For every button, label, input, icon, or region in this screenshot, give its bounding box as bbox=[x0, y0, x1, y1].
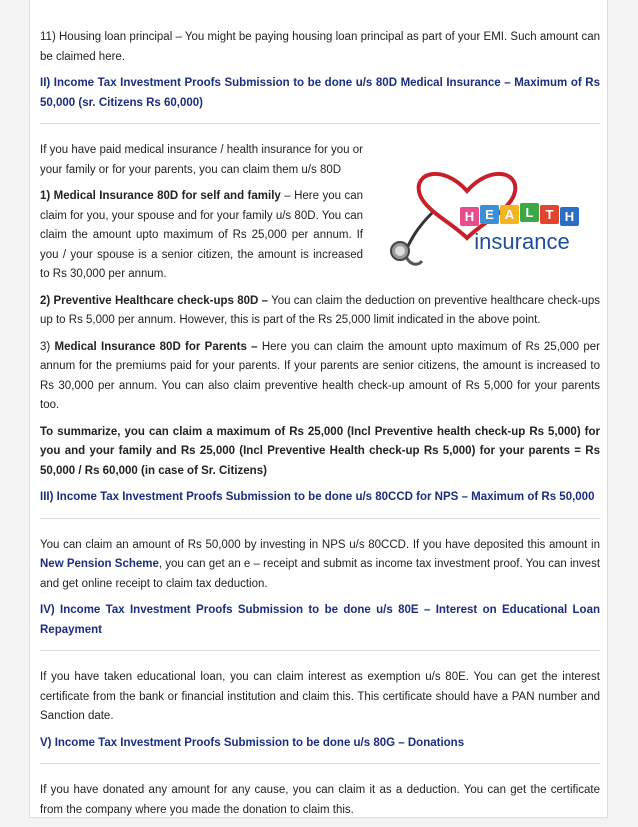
new-pension-scheme-link[interactable]: New Pension Scheme bbox=[40, 558, 159, 570]
health-insurance-image bbox=[372, 143, 598, 275]
parents-paragraph: 3) Medical Insurance 80D for Parents – Here you can claim the amount upto maximum of Rs 25,000 per annum for the premiums paid for your parents. If your parents are senior citizens, the amount is increased to Rs 30,000 per annum. You can also claim preventive health check-up amount of Rs 5,000 for your parents too. bbox=[40, 340, 601, 411]
divider bbox=[40, 518, 600, 519]
divider bbox=[40, 763, 600, 764]
intro-80d-paragraph: If you have paid medical insurance / health insurance for you or your family or for your parents, you can claim them u/s 80D bbox=[40, 144, 363, 176]
medical-insurance-section bbox=[40, 141, 600, 331]
heading-80g: V) Income Tax Investment Proofs Submission to be done u/s 80G – Donations bbox=[40, 736, 465, 749]
parents-title: Medical Insurance 80D for Parents – bbox=[54, 340, 258, 353]
tile-letter: L bbox=[525, 205, 534, 220]
summary-paragraph: To summarize, you can claim a maximum of Rs 25,000 (Incl Preventive health check-up Rs 5,000) for you and your family and Rs 25,000 (Incl Preventive Health check-up Rs 5,000) for your parents = Rs 50,000 / Rs 60,000 (in case of Sr. Citizens) bbox=[40, 425, 600, 477]
nps-paragraph: You can claim an amount of Rs 50,000 by investing in NPS u/s 80CCD. If you have deposited this amount in New Pension Scheme, you can get an e – receipt and submit as income tax investment proof. You can invest and get online receipt to claim tax deduction. bbox=[40, 538, 601, 590]
tile-letter: T bbox=[545, 207, 554, 222]
divider bbox=[40, 650, 600, 651]
tile-letter: E bbox=[485, 207, 494, 222]
housing-loan-paragraph: 11) Housing loan principal – You might be paying housing loan principal as part of your EMI. Such amount can be claimed here. bbox=[40, 31, 600, 63]
tile-letter: H bbox=[564, 209, 575, 224]
donations-paragraph: If you have donated any amount for any cause, you can claim it as a deduction. You can get the certificate from the company where you made the donation to claim this. bbox=[40, 784, 600, 816]
tile-letter: H bbox=[464, 209, 475, 224]
article-body bbox=[40, 28, 600, 827]
preventive-checkup-paragraph: 2) Preventive Healthcare check-ups 80D – You can claim the deduction on preventive healthcare check-ups up to Rs 5,000 per annum. However, this is part of the Rs 25,000 limit indicated in the above point. bbox=[40, 294, 600, 326]
document-page bbox=[29, 0, 608, 818]
self-family-paragraph: 1) Medical Insurance 80D for self and family – Here you can claim for you, your spouse and for your family u/s 80D. You can claim the amount upto maximum of Rs 25,000 per annum. If you / your spouse is a senior citizen, the amount is increased to Rs 30,000 per annum. bbox=[40, 190, 363, 280]
heading-80ccd: III) Income Tax Investment Proofs Submission to be done u/s 80CCD for NPS – Maximum of Rs 50,000 bbox=[40, 491, 595, 503]
divider bbox=[40, 123, 600, 124]
tile-letter: A bbox=[504, 207, 515, 222]
heading-80d: II) Income Tax Investment Proofs Submission to be done u/s 80D Medical Insurance – Maximum of Rs 50,000 (sr. Citizens Rs 60,000) bbox=[40, 77, 600, 109]
insurance-word: insurance bbox=[474, 229, 570, 254]
education-loan-paragraph: If you have taken educational loan, you can claim interest as exemption u/s 80E. You can get the interest certificate from the bank or financial institution and claim this. This certificate should have a PAN number and Sanction date. bbox=[40, 671, 600, 722]
health-tiles bbox=[460, 203, 579, 226]
preventive-title: 2) Preventive Healthcare check-ups 80D – bbox=[40, 294, 269, 307]
heading-80e: IV) Income Tax Investment Proofs Submission to be done u/s 80E – Interest on Educational Loan Repayment bbox=[40, 604, 600, 636]
self-family-title: 1) Medical Insurance 80D for self and family bbox=[40, 190, 281, 202]
